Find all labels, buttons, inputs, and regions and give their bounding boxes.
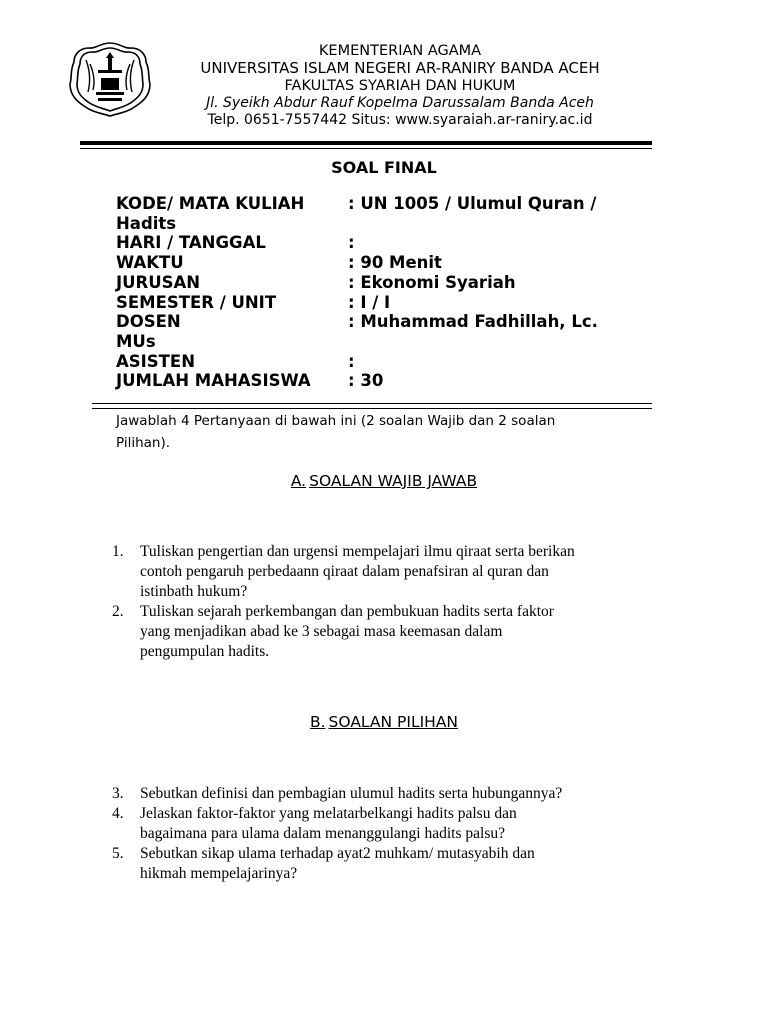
- info-value: : UN 1005 / Ulumul Quran /: [348, 194, 597, 213]
- section-letter: B.: [309, 713, 326, 731]
- section-a-questions: [112, 542, 672, 662]
- info-row-time: [116, 253, 656, 273]
- question-line: pengumpulan hadits.: [140, 643, 270, 660]
- address-line: Jl. Syeikh Abdur Rauf Kopelma Darussalam Banda Aceh: [206, 95, 594, 111]
- question-text: [140, 542, 672, 602]
- info-label: KODE/ MATA KULIAH: [116, 194, 305, 213]
- info-divider-bottom: [92, 408, 652, 409]
- question-line: istinbath hukum?: [140, 583, 248, 600]
- info-label: SEMESTER / UNIT: [116, 292, 277, 312]
- question-line: hikmah mempelajarinya?: [140, 865, 298, 882]
- info-row-students: [116, 371, 656, 391]
- question-item: [112, 542, 672, 602]
- question-item: [112, 784, 672, 804]
- ministry-name: KEMENTERIAN AGAMA: [318, 43, 482, 59]
- instruction-line: Pilihan).: [116, 435, 171, 451]
- question-line: Sebutkan definisi dan pembagian ulumul hadits serta hubungannya?: [140, 785, 563, 802]
- exam-instruction: [116, 410, 636, 454]
- question-number: 1.: [112, 543, 124, 560]
- info-value: : 30: [348, 371, 384, 391]
- info-row-course: [116, 194, 656, 214]
- info-divider-top: [92, 403, 652, 404]
- section-title: SOALAN WAJIB JAWAB: [309, 472, 478, 490]
- question-number: 5.: [112, 845, 124, 862]
- info-value: : Ekonomi Syariah: [348, 272, 516, 292]
- info-value: : Muhammad Fadhillah, Lc.: [348, 312, 598, 332]
- info-value: : 90 Menit: [348, 253, 442, 273]
- info-row-course-cont: [116, 214, 656, 234]
- info-value: : I / I: [348, 292, 391, 312]
- header-divider-thick: [80, 141, 652, 145]
- question-number: 3.: [112, 785, 124, 802]
- question-line: bagaimana para ulama dalam menanggulangi hadits palsu?: [140, 825, 505, 842]
- info-value: :: [348, 351, 355, 371]
- question-line: Tuliskan sejarah perkembangan dan pembukuan hadits serta faktor: [140, 603, 554, 620]
- question-item: [112, 804, 672, 844]
- question-text: [140, 602, 672, 662]
- section-letter: A.: [290, 472, 307, 490]
- question-item: [112, 602, 672, 662]
- section-title: SOALAN PILIHAN: [328, 713, 459, 731]
- info-label: ASISTEN: [116, 351, 196, 371]
- section-b-heading: [0, 713, 768, 731]
- question-text: [140, 844, 672, 884]
- info-value: :: [348, 233, 355, 253]
- info-value: [348, 214, 656, 234]
- info-label: DOSEN: [116, 312, 181, 332]
- info-row-assistant: [116, 352, 656, 372]
- info-row-semester: [116, 293, 656, 313]
- info-value: [348, 332, 656, 352]
- question-text: [140, 784, 672, 804]
- question-text: [140, 804, 672, 844]
- info-row-lecturer-cont: [116, 332, 656, 352]
- section-b-questions: [112, 784, 672, 884]
- question-number: 2.: [112, 603, 124, 620]
- question-line: Jelaskan faktor-faktor yang melatarbelkangi hadits palsu dan: [140, 805, 517, 822]
- question-number: 4.: [112, 805, 124, 822]
- info-row-date: [116, 233, 656, 253]
- faculty-name: FAKULTAS SYARIAH DAN HUKUM: [284, 78, 516, 94]
- info-label: JUMLAH MAHASISWA: [116, 371, 311, 391]
- section-a-heading: [0, 472, 768, 490]
- exam-info-table: [116, 194, 656, 391]
- info-row-department: [116, 273, 656, 293]
- university-name: UNIVERSITAS ISLAM NEGERI AR-RANIRY BANDA ACEH: [200, 59, 600, 77]
- university-seal-icon: [68, 40, 152, 118]
- question-line: contoh pengaruh perbedaann qiraat dalam penafsiran al quran dan: [140, 563, 549, 580]
- contact-line: Telp. 0651-7557442 Situs: www.syaraiah.ar-raniry.ac.id: [207, 112, 593, 128]
- question-line: yang menjadikan abad ke 3 sebagai masa keemasan dalam: [140, 623, 503, 640]
- instruction-line: Jawablah 4 Pertanyaan di bawah ini (2 soalan Wajib dan 2 soalan: [116, 413, 556, 429]
- question-line: Tuliskan pengertian dan urgensi mempelajari ilmu qiraat serta berikan: [140, 543, 575, 560]
- question-line: Sebutkan sikap ulama terhadap ayat2 muhkam/ mutasyabih dan: [140, 845, 535, 862]
- info-label: Hadits: [116, 213, 177, 233]
- exam-title: SOAL FINAL: [331, 158, 437, 177]
- info-label: MUs: [116, 331, 156, 351]
- info-label: HARI / TANGGAL: [116, 233, 266, 253]
- info-label: WAKTU: [116, 253, 184, 273]
- info-label: JURUSAN: [116, 272, 201, 292]
- info-row-lecturer: [116, 312, 656, 332]
- header-divider-thin: [80, 148, 652, 149]
- question-item: [112, 844, 672, 884]
